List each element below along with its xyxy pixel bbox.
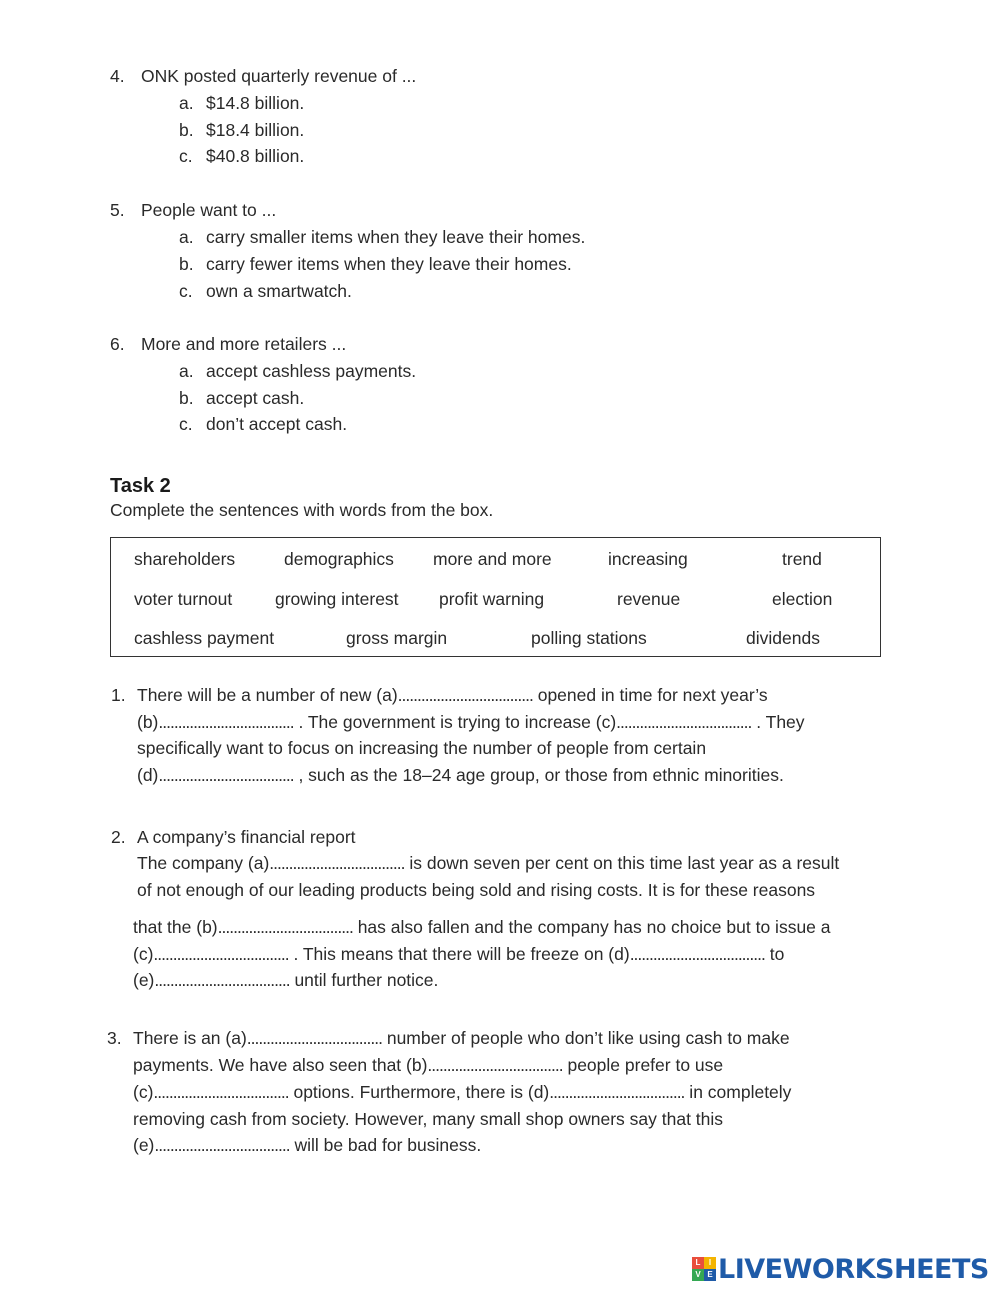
text: to [764,944,785,964]
sentence-line [133,1055,723,1076]
word-box-item: cashless payment [134,628,275,648]
sentence-line [137,765,784,786]
text: is down seven per cent on this time last year as a result [404,853,840,873]
option-text[interactable]: $14.8 billion. [206,93,305,113]
text: . The government is trying to increase (c) [293,712,617,732]
sentence-line [133,1082,791,1103]
blank-b[interactable]: ................................... [217,917,353,937]
option-text[interactable]: accept cash. [206,388,305,408]
logo-mark-letter: V [692,1269,704,1281]
option-letter: c. [179,146,193,166]
sentence-line: specifically want to focus on increasing the number of people from certain [137,738,707,758]
question-number: 6. [110,334,125,354]
option-letter: a. [179,361,194,381]
text: (e) [133,970,155,990]
sentence-number: 2. [111,827,126,847]
option-text[interactable]: carry fewer items when they leave their homes. [206,254,572,274]
blank-a[interactable]: ................................... [397,685,533,705]
blank-c[interactable]: ................................... [153,1082,289,1102]
text: that the (b) [133,917,218,937]
liveworksheets-logo [692,1254,989,1284]
sentence-line [133,1028,790,1049]
sentence-line [133,917,831,938]
option-letter: c. [179,281,193,301]
sentence-number: 3. [107,1028,122,1048]
blank-b[interactable]: ................................... [427,1055,563,1075]
text: . This means that there will be freeze on (d) [288,944,630,964]
text: will be bad for business. [289,1135,482,1155]
text: in completely [684,1082,792,1102]
option-text[interactable]: $40.8 billion. [206,146,305,166]
text: options. Furthermore, there is (d) [288,1082,550,1102]
question-number: 4. [110,66,125,86]
sentence-line [133,944,784,965]
sentence-line [137,712,805,733]
text: . They [751,712,805,732]
word-box-item: polling stations [531,628,647,648]
word-box-item: trend [782,549,822,569]
sentence-line [133,970,438,991]
word-box-item: gross margin [346,628,448,648]
logo-text: LIVEWORKSHEETS [718,1253,989,1285]
word-box-item: demographics [284,549,394,569]
word-box [110,537,881,657]
text: number of people who don’t like using cash to make [381,1028,790,1048]
word-box-item: election [772,589,833,609]
text: people prefer to use [562,1055,724,1075]
sentence-line [137,685,768,706]
text: (c) [133,1082,154,1102]
option-text[interactable]: $18.4 billion. [206,120,305,140]
word-box-item: dividends [746,628,820,648]
sentence-line: of not enough of our leading products being sold and rising costs. It is for these reasons [137,880,816,900]
word-box-item: growing interest [275,589,399,609]
text: (d) [137,765,159,785]
option-text[interactable]: own a smartwatch. [206,281,352,301]
question-text: ONK posted quarterly revenue of ... [141,66,417,86]
blank-c[interactable]: ................................... [616,712,752,732]
blank-a[interactable]: ................................... [246,1028,382,1048]
word-box-item: profit warning [439,589,545,609]
option-letter: a. [179,227,194,247]
logo-mark-letter: E [704,1269,716,1281]
logo-mark-letter: I [704,1257,716,1269]
text: There will be a number of new (a) [137,685,398,705]
text: opened in time for next year’s [532,685,768,705]
blank-d[interactable]: ................................... [629,944,765,964]
option-letter: b. [179,120,194,140]
option-text[interactable]: don’t accept cash. [206,414,348,434]
logo-mark-letter: L [692,1257,704,1269]
sentence-line [133,1135,481,1156]
option-text[interactable]: carry smaller items when they leave their homes. [206,227,586,247]
word-box-item: shareholders [134,549,236,569]
option-letter: b. [179,388,194,408]
sentence-number: 1. [111,685,126,705]
option-letter: c. [179,414,193,434]
word-box-item: revenue [617,589,681,609]
option-text[interactable]: accept cashless payments. [206,361,417,381]
blank-e[interactable]: ................................... [154,1135,290,1155]
question-text: People want to ... [141,200,277,220]
word-box-item: more and more [433,549,552,569]
sentence-line: removing cash from society. However, many small shop owners say that this [133,1109,724,1129]
blank-d[interactable]: ................................... [549,1082,685,1102]
logo-mark-icon [692,1257,716,1281]
option-letter: a. [179,93,194,113]
blank-e[interactable]: ................................... [154,970,290,990]
blank-c[interactable]: ................................... [153,944,289,964]
blank-d[interactable]: ................................... [158,765,294,785]
question-number: 5. [110,200,125,220]
option-letter: b. [179,254,194,274]
text: until further notice. [289,970,439,990]
text: (b) [137,712,159,732]
word-box-item: increasing [608,549,688,569]
text: , such as the 18–24 age group, or those from ethnic minorities. [293,765,784,785]
sentence-line [137,853,839,874]
text: (e) [133,1135,155,1155]
blank-a[interactable]: ................................... [269,853,405,873]
text: There is an (a) [133,1028,247,1048]
sentence-heading: A company’s financial report [137,827,356,847]
question-text: More and more retailers ... [141,334,347,354]
text: payments. We have also seen that (b) [133,1055,428,1075]
text: has also fallen and the company has no choice but to issue a [352,917,831,937]
task-instruction: Complete the sentences with words from the box. [110,500,494,520]
blank-b[interactable]: ................................... [158,712,294,732]
text: (c) [133,944,154,964]
text: The company (a) [137,853,270,873]
word-box-item: voter turnout [134,589,233,609]
task-title: Task 2 [110,475,171,497]
